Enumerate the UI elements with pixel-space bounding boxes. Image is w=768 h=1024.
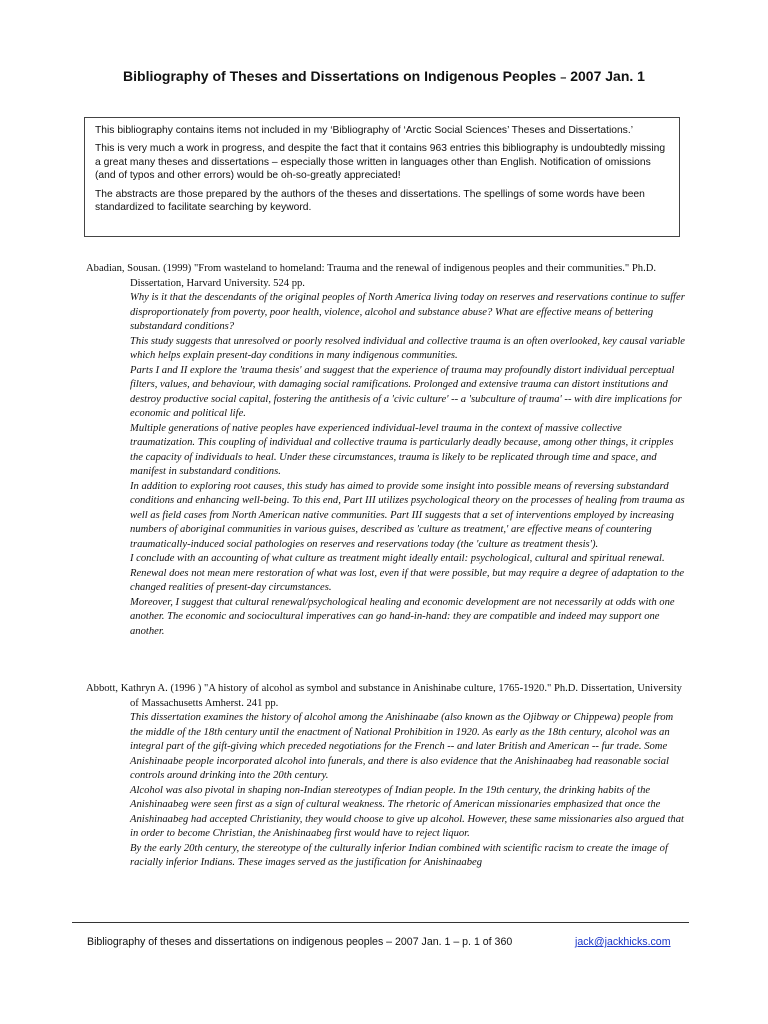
abstract-paragraph: Multiple generations of native peoples have experienced individual-level trauma in the context of massive collective traumatization. This coupling of individual and collective trauma is particularly deadly because, among other things, it cripples the capacity of individuals to heal. Under these circumstances, trauma is likely to be replicated through time and space, and manifest in substandard conditions. [130,422,674,477]
footer-email-link[interactable]: jack@jackhicks.com [575,936,671,948]
footer-divider [72,922,689,923]
abstract-paragraph: By the early 20th century, the stereotype of the culturally inferior Indian combined with scientific racism to create the image of racially inferior Indians. These images served as the justification for Anishinaabeg [130,842,668,868]
notice-box [84,117,680,237]
footer-page-info: Bibliography of theses and dissertations on indigenous peoples – 2007 Jan. 1 – p. 1 of 360 [87,936,513,948]
abstract-paragraph: Moreover, I suggest that cultural renewal/psychological healing and economic development are not necessarily at odds with one another. The economic and sociocultural imperatives can go hand-in-hand: they are compatible and indeed may support one another. [130,596,675,637]
abstract-paragraph: This study suggests that unresolved or poorly resolved individual and collective trauma is an often overlooked, key causal variable which helps explain present-day conditions in many indigenous communities. [130,335,685,361]
notice-paragraph: The abstracts are those prepared by the authors of the theses and dissertations. The spellings of some words have been standardized to facilitate searching by keyword. [95,188,645,214]
entry-citation: Abbott, Kathryn A. (1996 ) "A history of alcohol as symbol and substance in Anishinabe culture, 1765-1920." Ph.D. Dissertation, University of Massachusetts Amherst. 241 pp. [86,683,682,709]
entry-abstract [86,711,686,871]
page-title [0,68,768,84]
title-date: 2007 Jan. 1 [570,68,645,84]
notice-paragraph: This bibliography contains items not included in my ‘Bibliography of ‘Arctic Social Sciences’ Theses and Dissertations.’ [95,125,633,136]
entry-citation: Abadian, Sousan. (1999) "From wasteland to homeland: Trauma and the renewal of indigenous peoples and their communities." Ph.D. Dissertation, Harvard University. 524 pp. [86,263,657,289]
bibliography-entry [86,262,686,639]
abstract-paragraph: This dissertation examines the history of alcohol among the Anishinaabe (also known as the Ojibway or Chippewa) people from the middle of the 18th century until the enactment of National Prohibition in 1920. As early as the 18th century, alcohol was an integral part of the gift-giving which preceded negotiations for the French -- and later British and American -- fur trade. Some Anishinaabe people incorporated alcohol into funerals, and there is also evidence that the Anishinaabeg had reasonable social controls around drinking into the 20th century. [130,712,674,781]
abstract-paragraph: Parts I and II explore the 'trauma thesis' and suggest that the experience of trauma may profoundly distort individual perceptual filters, values, and behaviour, with damaging social ramifications. Prolonged and extensive trauma can distort institutions and destroy productive social capital, fostering the antithesis of a 'civic culture' -- a 'subculture of trauma' -- with dire implications for economic and political life. [130,364,682,419]
notice-paragraph: This is very much a work in progress, and despite the fact that it contains 963 entries this bibliography is undoubtedly missing a great many theses and dissertations – especially those written in languages other than English. Notification of omissions (and of typos and other errors) would be oh-so-greatly appreciated! [95,143,666,182]
abstract-paragraph: In addition to exploring root causes, this study has aimed to provide some insight into possible means of reversing substandard conditions and enhancing well-being. To this end, Part III utilizes psychological theory on the processes of healing from trauma as well as field cases from North American native communities. Part III suggests that a set of interventions employed by increasing numbers of aboriginal communities in various guises, described as 'culture as treatment,' are effective means of countering traumatically-induced social pathologies on reserves and reservations today (the 'culture as treatment thesis'). [130,480,685,550]
abstract-paragraph: Why is it that the descendants of the original peoples of North America living today on reserves and reservations continue to suffer disproportionately from poverty, poor health, violence, alcohol and substance abuse? What are effective means of bettering substandard conditions? [130,292,685,332]
title-separator: – [560,72,567,84]
entry-abstract [86,291,686,639]
title-main: Bibliography of Theses and Dissertations on Indigenous Peoples [123,68,557,84]
abstract-paragraph: Alcohol was also pivotal in shaping non-Indian stereotypes of Indian people. In the 19th century, the drinking habits of the Anishinaabeg were seen first as a sign of cultural weakness. The rhetoric of American missionaries emphasized that once the Anishinaabeg had accepted Christianity, they would choose to give up alcohol. However, these same missionaries also argued that in order to become Christian, the Anishinaabeg first would have to reject liquor. [130,784,684,839]
bibliography-entry [86,682,686,871]
abstract-paragraph: I conclude with an accounting of what culture as treatment might ideally entail: psychological, cultural and spiritual renewal. Renewal does not mean mere restoration of what was lost, even if that were possible, but may require a degree of adaptation to the changed realities of present-day circumstances. [130,553,685,593]
